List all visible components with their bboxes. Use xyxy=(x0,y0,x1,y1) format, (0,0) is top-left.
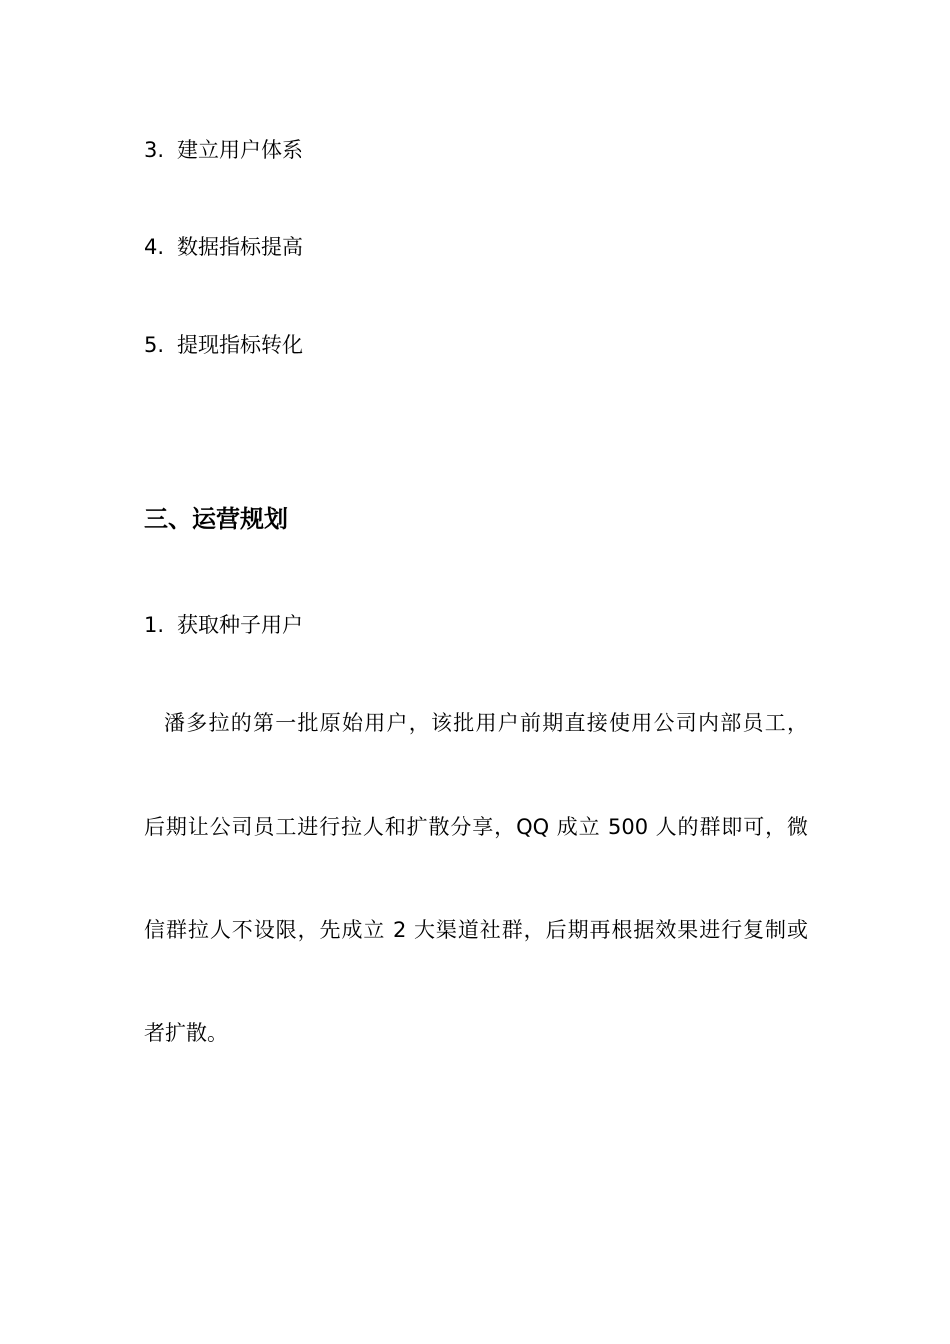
list-item-5 xyxy=(144,330,303,360)
list-item-3 xyxy=(144,135,303,165)
list-number: 1. xyxy=(144,613,165,637)
section-heading: 三、运营规划 xyxy=(144,505,288,533)
list-number: 5. xyxy=(144,333,165,357)
list-text: 提现指标转化 xyxy=(177,333,303,357)
list-item-1 xyxy=(144,610,303,640)
list-text: 建立用户体系 xyxy=(177,138,303,162)
list-number: 3. xyxy=(144,138,165,162)
list-text: 获取种子用户 xyxy=(177,613,303,637)
list-number: 4. xyxy=(144,235,165,259)
list-item-4 xyxy=(144,232,303,262)
list-text: 数据指标提高 xyxy=(177,235,303,259)
paragraph-line: 者扩散。 xyxy=(144,1021,228,1045)
paragraph-line: 信群拉人不设限，先成立 2 大渠道社群，后期再根据效果进行复制或 xyxy=(144,918,808,942)
paragraph-line: 潘多拉的第一批原始用户，该批用户前期直接使用公司内部员工， xyxy=(164,711,808,735)
paragraph-line: 后期让公司员工进行拉人和扩散分享，QQ 成立 500 人的群即可，微 xyxy=(144,815,808,839)
